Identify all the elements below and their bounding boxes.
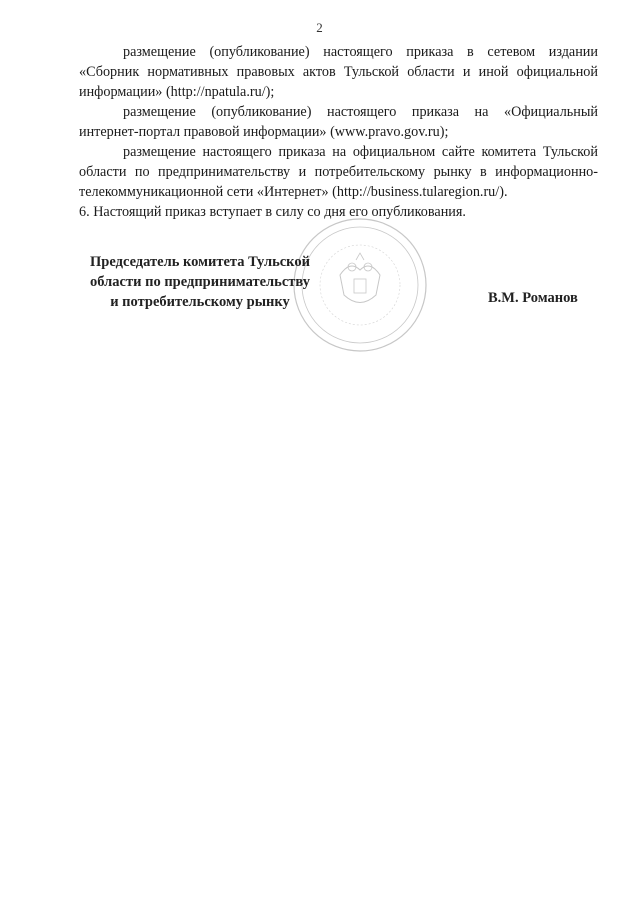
document-body bbox=[79, 42, 598, 222]
signature-title-line: Председатель комитета Тульской bbox=[90, 254, 310, 270]
paragraph-publication-pravo: размещение (опубликование) настоящего приказа на «Официальный интернет-портал правовой информации» (www.pravo.gov.ru); bbox=[79, 104, 598, 140]
signatory-name: В.М. Романов bbox=[488, 290, 578, 306]
signature-title-line: и потребительскому рынку bbox=[110, 294, 290, 310]
signature-title-line: области по предпринимательству bbox=[90, 274, 310, 290]
page-number: 2 bbox=[316, 20, 323, 35]
paragraph-publication-npatula: размещение (опубликование) настоящего приказа в сетевом издании «Сборник нормативных правовых актов Тульской области и иной официальной информации» (http://npatula.ru/); bbox=[79, 44, 598, 100]
paragraph-publication-business-site: размещение настоящего приказа на официальном сайте комитета Тульской области по предпринимательству и потребительскому рынку в информационно-телекоммуникационной сети «Интернет» (http://business.tularegion.ru/). bbox=[79, 144, 598, 200]
signature-title bbox=[80, 252, 320, 312]
paragraph-effective-date: 6. Настоящий приказ вступает в силу со дня его опубликования. bbox=[79, 204, 466, 220]
